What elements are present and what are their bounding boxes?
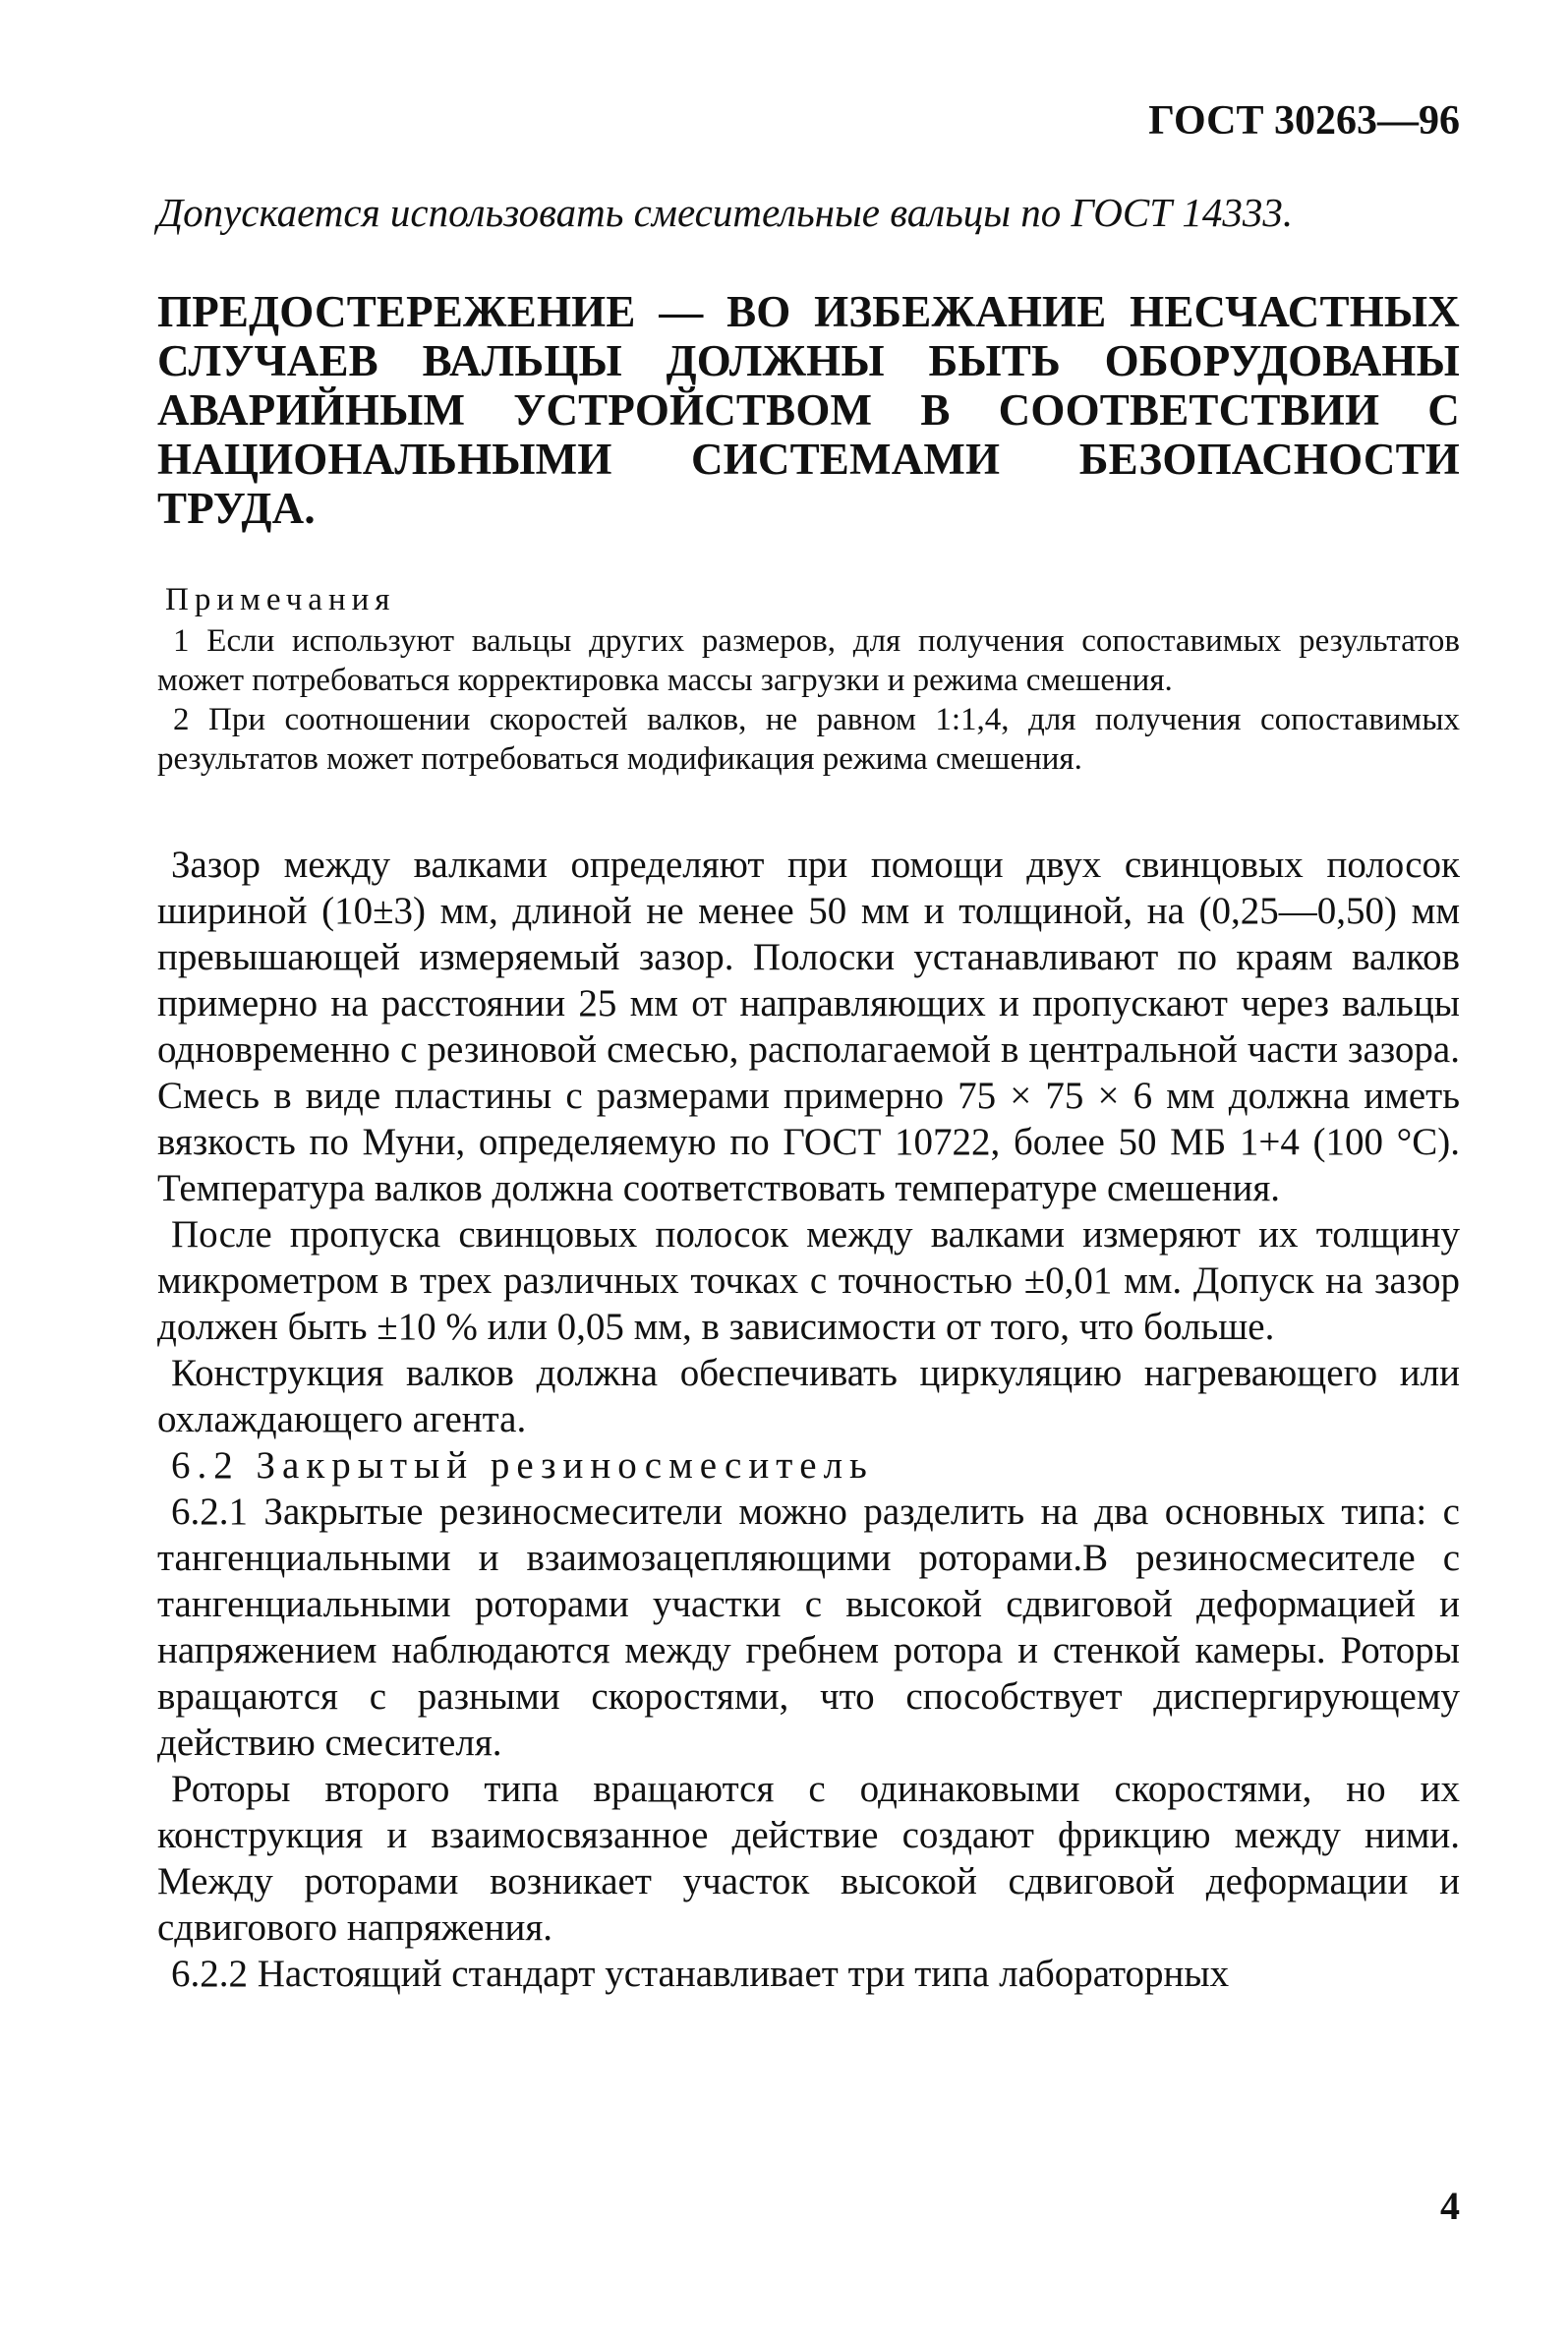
paragraph-roll-construction: Конструкция валков должна обеспечивать циркуляцию нагревающего или охлаждающего агента. xyxy=(157,1352,1460,1440)
safety-warning: ПРЕДОСТЕРЕЖЕНИЕ — ВО ИЗБЕЖАНИЕ НЕСЧАСТНЫХ СЛУЧАЕВ ВАЛЬЦЫ ДОЛЖНЫ БЫТЬ ОБОРУДОВАНЫ АВАРИЙНЫМ УСТРОЙСТВОМ В СООТВЕТСТВИИ С НАЦИОНАЛЬНЫМИ СИСТЕМАМИ БЕЗОПАСНОСТИ ТРУДА. xyxy=(157,287,1460,533)
paragraph-gap-measurement: После пропуска свинцовых полосок между валками измеряют их толщину микрометром в трех различных точках с точностью ±0,01 мм. Допуск на зазор должен быть ±10 % или 0,05 мм, в зависимости от того, что больше. xyxy=(157,1213,1460,1348)
standard-code-header: ГОСТ 30263—96 xyxy=(1148,98,1460,144)
page-number: 4 xyxy=(1440,2184,1460,2228)
paragraph-mixer-types: 6.2.1 Закрытые резиносмесители можно разделить на два основных типа: с тангенциальными и взаимозацепляющими роторами.В резиносмесителе с тангенциальными роторами участки с высокой сдвиговой деформацией и напряжением наблюдаются между гребнем ротора и стенкой камеры. Роторы вращаются с разными скоростями, что способствует диспергирующему действию смесителя. xyxy=(157,1491,1460,1764)
notes-section xyxy=(157,580,1460,779)
note-item-1: 1 Если используют вальцы других размеров, для получения сопоставимых результатов может потребоваться корректировка массы загрузки и режима смешения. xyxy=(157,623,1460,698)
note-item-2: 2 При соотношении скоростей валков, не равном 1:1,4, для получения сопоставимых результатов может потребоваться модификация режима смешения. xyxy=(157,702,1460,777)
paragraph-second-type-rotors: Роторы второго типа вращаются с одинаковыми скоростями, но их конструкция и взаимосвязанное действие создают фрикцию между ними. Между роторами возникает участок высокой сдвиговой деформации и сдвигового напряжения. xyxy=(157,1768,1460,1949)
section-heading-internal-mixer: 6.2 Закрытый резиносмеситель xyxy=(171,1444,874,1487)
notes-heading: Примечания xyxy=(165,582,396,617)
allowed-equipment-note: Допускается использовать смесительные вальцы по ГОСТ 14333. xyxy=(157,190,1294,235)
paragraph-roll-gap: Зазор между валками определяют при помощи двух свинцовых полосок шириной (10±3) мм, длиной не менее 50 мм и толщиной, на (0,25—0,50) мм превышающей измеряемый зазор. Полоски устанавливают по краям валков примерно на расстоянии 25 мм от направляющих и пропускают через вальцы одновременно с резиновой смесью, располагаемой в центральной части зазора. Смесь в виде пластины с размерами примерно 75 × 75 × 6 мм должна иметь вязкость по Муни, определяемую по ГОСТ 10722, более 50 МБ 1+4 (100 °С). Температура валков должна соответствовать температуре смешения. xyxy=(157,844,1460,1209)
main-text xyxy=(157,842,1460,1997)
paragraph-lab-types: 6.2.2 Настоящий стандарт устанавливает три типа лабораторных xyxy=(171,1953,1230,1995)
